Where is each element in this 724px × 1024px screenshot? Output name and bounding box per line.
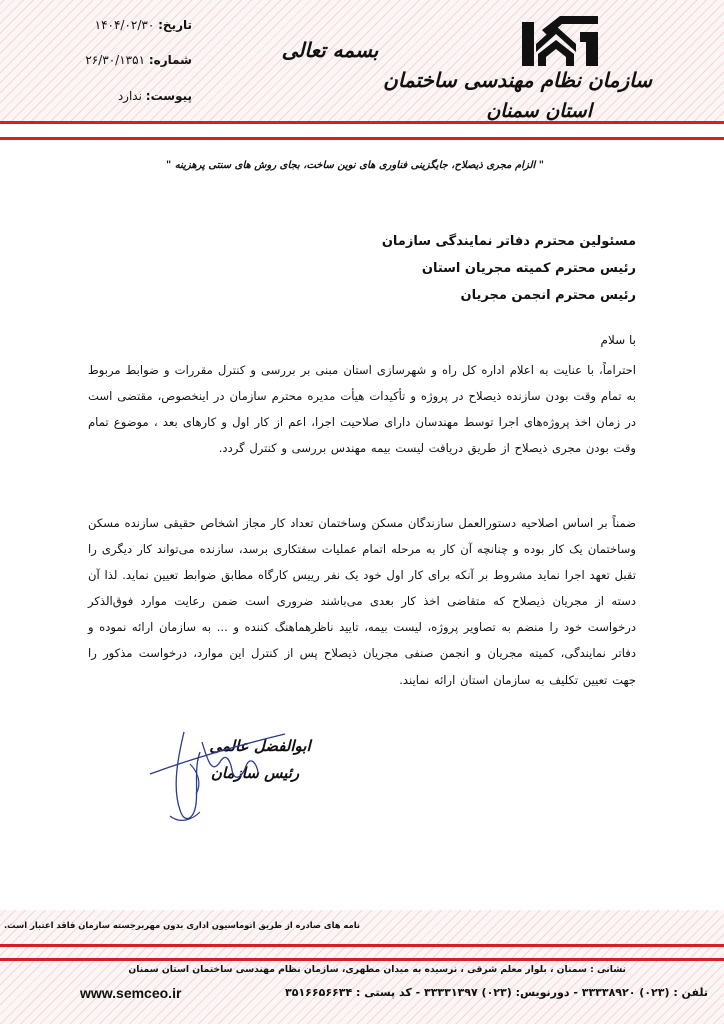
letter-attachment [64, 89, 192, 103]
organization-province: استان سمنان [486, 100, 592, 122]
footer-disclaimer: نامه های صادره از طریق اتوماسیون اداری بدون مهربرجسته سازمان فاقد اعتبار است. [4, 920, 360, 930]
website-link[interactable]: www.semceo.ir [80, 985, 182, 1001]
letter-number [64, 53, 192, 67]
footer-divider [0, 944, 724, 947]
signatory-title: رئیس سازمان [210, 764, 300, 782]
attachment-label: پیوست: [145, 89, 192, 103]
recipient: رئیس محترم کمیته مجریان استان [421, 261, 636, 276]
organization-name: سازمان نظام مهندسی ساختمان [383, 68, 652, 92]
footer-divider [0, 958, 724, 961]
invocation: بسمه تعالی [281, 38, 379, 62]
recipient-list [300, 228, 636, 309]
body-paragraph: احتراماً، با عنایت به اعلام اداره کل راه و شهرسازی استان مبنی بر بررسی و کنترل مقررات و ضوابط مربوط به تمام وقت بودن سازنده ذیصلاح در پروژه و تأکیدات هیأت مدیره محترم سازمان در اینخصوص، مقتضی است در زمان اخذ پروژه‌های اجرا توسط مهندسان دارای صلاحیت اجرا، اعم از کار اول و کارهای بعد ، موضوع تمام وقت بودن مجری ذیصلاح از طریق دریافت لیست بیمه مهندس بررسی و کنترل گردد. [88, 363, 636, 456]
greeting: با سلام [600, 333, 636, 347]
letter-date [64, 18, 192, 32]
body-paragraph: ضمناً بر اساس اصلاحیه دستورالعمل سازندگان مسکن وساختمان تعداد کار مجاز اشخاص حقیقی سازنده مسکن وساختمان یک کار بوده و چنانچه آن کار به مرحله اتمام عملیات سفتکاری برسد، سازنده می‌تواند کار دیگری را تقبل تعهد اجرا نماید مشروط بر آنکه برای کار اول خود یک نفر رییس کارگاه مطابق ضوابط تعیین نماید. لذا آن دسته از مجریان ذیصلاح که متقاضی اخذ کار بعدی می‌باشند ضروری است ضمن رعایت موارد فوق‌الذکر درخواست خود را منضم به تصاویر پروژه، لیست بیمه، تایید ناظرهماهنگ کننده و ... به سازمان ارائه نموده و دفاتر نمایندگی، کمیته مجریان و انجمن صنفی مجریان ذیصلاح پس از کنترل این موارد، درخواست مذکور را جهت تعیین تکلیف به سازمان استان ارائه نمایند. [88, 516, 636, 687]
date-label: تاریخ: [158, 18, 192, 32]
header-divider [0, 121, 724, 124]
footer-contacts: تلفن : (۰۲۳) ۳۳۳۳۸۹۲۰ - دورنویس: (۰۲۳) ۳۳۳۳۱۳۹۷ - کد پستی : ۳۵۱۶۶۵۶۶۳۴ [285, 986, 708, 999]
number-label: شماره: [148, 53, 192, 67]
attachment-value: ندارد [117, 89, 142, 103]
date-value: ۱۴۰۴/۰۲/۳۰ [94, 18, 155, 32]
organization-logo [516, 10, 604, 72]
recipient: مسئولین محترم دفاتر نمایندگی سازمان [381, 234, 636, 249]
signatory-name: ابوالفضل عالمی [209, 737, 311, 755]
footer-address: نشانی : سمنان ، بلوار معلم شرقی ، نرسیده به میدان مطهری، سازمان نظام مهندسی ساختمان استان سمنان [128, 964, 626, 975]
handwritten-signature [140, 712, 290, 832]
slogan: " الزام مجری ذیصلاح، جایگزینی فناوری های نوین ساخت، بجای روش های سنتی پرهزینه " [166, 160, 544, 171]
header-divider [0, 137, 724, 140]
recipient: رئیس محترم انجمن مجریان [460, 288, 636, 303]
number-value: ۲۶/۳۰/۱۳۵۱ [85, 53, 146, 67]
